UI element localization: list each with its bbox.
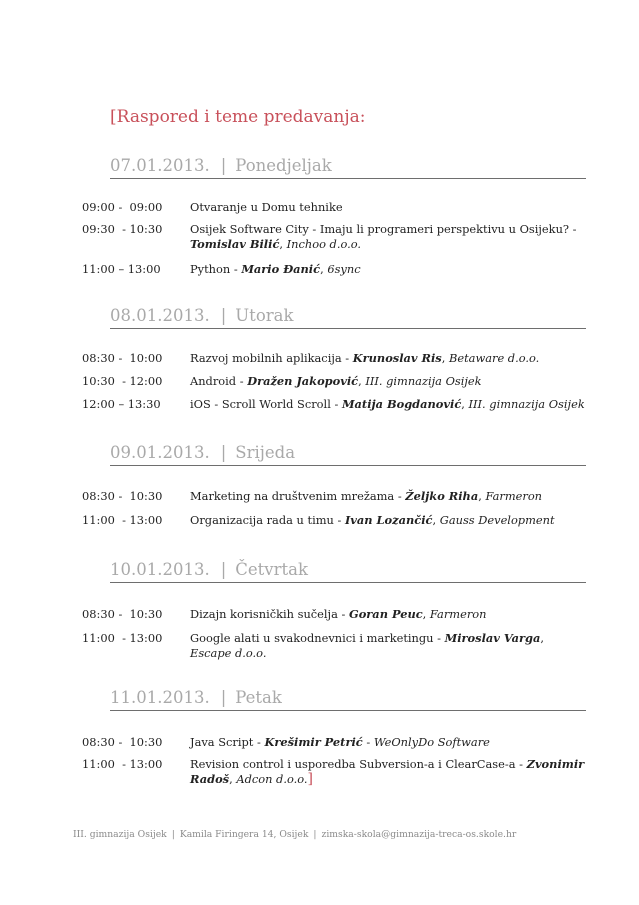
- day-header: [110, 560, 586, 583]
- session-company: III. gimnazija Osijek: [468, 397, 585, 411]
- session-description: [190, 351, 586, 366]
- session-topic: Dizajn korisničkih sučelja: [190, 607, 338, 621]
- session-dash: -: [253, 735, 265, 749]
- session-dash: -: [569, 222, 577, 236]
- session-speaker: Tomislav Bilić: [190, 237, 280, 251]
- session-description: [190, 631, 586, 661]
- session-comma: ,: [540, 631, 545, 645]
- day-separator: |: [220, 560, 227, 579]
- session-speaker: Dražen Jakopović: [247, 374, 359, 388]
- session-topic: Python: [190, 262, 231, 276]
- footer-separator: |: [313, 829, 317, 840]
- session-dash: -: [236, 374, 248, 388]
- session-comma: ,: [432, 513, 440, 527]
- session-company: 6sync: [327, 262, 361, 276]
- session-company: Escape d.o.o.: [190, 646, 267, 660]
- session-description: [190, 200, 586, 215]
- day-header: [110, 156, 586, 179]
- session-dash: -: [330, 397, 342, 411]
- session-comma: ,: [478, 489, 486, 503]
- session-speaker: Matija Bogdanović: [341, 397, 462, 411]
- footer-email: zimska-skola@gimnazija-treca-os.skole.hr: [321, 829, 517, 840]
- session-topic: Marketing na društvenim mrežama: [190, 489, 395, 503]
- session-speaker: Zvonimir Radoš: [190, 757, 585, 786]
- session-time: 09:00 - 09:00: [82, 200, 163, 214]
- day-date: 09.01.2013.: [110, 443, 210, 462]
- day-weekday: Petak: [235, 688, 282, 707]
- session-comma: ,: [422, 607, 430, 621]
- session-company: Adcon d.o.o.: [236, 772, 308, 786]
- day-date: 11.01.2013.: [110, 688, 210, 707]
- session-speaker: Krešimir Petrić: [264, 735, 363, 749]
- session-topic: Razvoj mobilnih aplikacija: [190, 351, 342, 365]
- session-dash: -: [515, 757, 527, 771]
- session-company: WeOnlyDo Software: [373, 735, 490, 749]
- session-time: 08:30 - 10:00: [82, 351, 163, 365]
- day-separator: |: [220, 306, 227, 325]
- closing-bracket: ]: [307, 771, 313, 787]
- session-description: [190, 489, 586, 504]
- session-speaker: Mario Đanić: [241, 262, 321, 276]
- session-company: Inchoo d.o.o.: [286, 237, 362, 251]
- session-topic: Google alati u svakodnevnici i marketingu: [190, 631, 434, 645]
- session-comma: ,: [229, 772, 237, 786]
- session-company: Gauss Development: [439, 513, 555, 527]
- session-dash: -: [337, 607, 349, 621]
- session-description: [190, 735, 586, 750]
- session-description: [190, 513, 586, 528]
- session-description: [190, 607, 586, 622]
- day-header: [110, 443, 586, 466]
- day-separator: |: [220, 688, 227, 707]
- day-date: 08.01.2013.: [110, 306, 210, 325]
- day-header: [110, 306, 586, 329]
- session-comma: ,: [441, 351, 449, 365]
- session-description: [190, 757, 586, 787]
- session-dash: -: [433, 631, 445, 645]
- day-weekday: Ponedjeljak: [235, 156, 332, 175]
- session-company: III. gimnazija Osijek: [365, 374, 482, 388]
- session-company: Farmeron: [485, 489, 543, 503]
- session-topic: iOS - Scroll World Scroll: [190, 397, 331, 411]
- day-header: [110, 688, 586, 711]
- footer-separator: |: [171, 829, 175, 840]
- session-comma: ,: [358, 374, 366, 388]
- session-time: 08:30 - 10:30: [82, 489, 163, 503]
- session-speaker: Krunoslav Ris: [352, 351, 442, 365]
- session-speaker: Željko Riha: [405, 489, 479, 503]
- day-separator: |: [220, 443, 227, 462]
- session-dash: -: [230, 262, 242, 276]
- session-time: 08:30 - 10:30: [82, 607, 163, 621]
- footer-school: III. gimnazija Osijek: [73, 829, 167, 840]
- day-date: 07.01.2013.: [110, 156, 210, 175]
- session-comma: -: [362, 735, 374, 749]
- session-speaker: Goran Peuc: [348, 607, 423, 621]
- day-weekday: Srijeda: [235, 443, 296, 462]
- day-separator: |: [220, 156, 227, 175]
- day-date: 10.01.2013.: [110, 560, 210, 579]
- session-company: Betaware d.o.o.: [448, 351, 540, 365]
- session-description: [190, 374, 586, 389]
- session-time: 09:30 - 10:30: [82, 222, 163, 236]
- session-topic: Java Script: [190, 735, 254, 749]
- session-time: 11:00 - 13:00: [82, 757, 163, 771]
- session-description: [190, 397, 586, 412]
- session-time: 11:00 - 13:00: [82, 513, 163, 527]
- footer-address: Kamila Firingera 14, Osijek: [179, 829, 309, 840]
- session-time: 11:00 - 13:00: [82, 631, 163, 645]
- session-comma: ,: [320, 262, 328, 276]
- session-speaker: Miroslav Varga: [444, 631, 541, 645]
- session-topic: Otvaranje u Domu tehnike: [190, 200, 343, 214]
- day-weekday: Utorak: [235, 306, 294, 325]
- session-speaker: Ivan Lozančić: [344, 513, 433, 527]
- page-title: [Raspored i teme predavanja:: [110, 107, 366, 127]
- session-time: 08:30 - 10:30: [82, 735, 163, 749]
- session-time: 10:30 - 12:00: [82, 374, 163, 388]
- session-dash: -: [341, 351, 353, 365]
- session-description: [190, 222, 586, 252]
- footer: [73, 829, 516, 840]
- session-comma: ,: [461, 397, 469, 411]
- session-topic: Revision control i usporedba Subversion-a i ClearCase-a: [190, 757, 516, 771]
- session-time: 12:00 – 13:30: [82, 397, 161, 411]
- session-topic: Organizacija rada u timu: [190, 513, 334, 527]
- session-topic: Android: [190, 374, 237, 388]
- session-dash: -: [333, 513, 345, 527]
- session-time: 11:00 – 13:00: [82, 262, 161, 276]
- session-description: [190, 262, 586, 277]
- session-topic: Osijek Software City - Imaju li programeri perspektivu u Osijeku?: [190, 222, 570, 236]
- session-dash: -: [394, 489, 406, 503]
- day-weekday: Četvrtak: [235, 560, 308, 579]
- session-company: Farmeron: [429, 607, 487, 621]
- session-comma: ,: [279, 237, 287, 251]
